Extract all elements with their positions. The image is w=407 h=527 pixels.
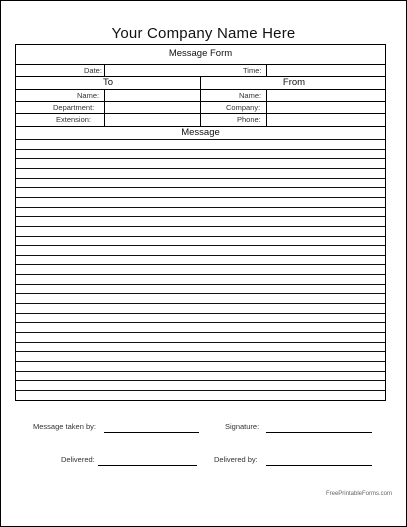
message-line[interactable] [16, 255, 385, 256]
to-department-label: Department: [53, 103, 95, 112]
message-line[interactable] [16, 236, 385, 237]
message-line[interactable] [16, 361, 385, 362]
form-title: Message Form [168, 48, 233, 59]
delivered-by-line[interactable] [266, 465, 372, 466]
message-line[interactable] [16, 342, 385, 343]
message-line[interactable] [16, 313, 385, 314]
message-line[interactable] [16, 207, 385, 208]
message-line[interactable] [16, 139, 385, 140]
from-company-label: Company: [226, 103, 261, 112]
message-form-table [15, 44, 386, 401]
message-line[interactable] [16, 226, 385, 227]
signature-label: Signature: [225, 422, 260, 431]
time-label: Time: [243, 66, 262, 75]
delivered-label: Delivered: [61, 455, 95, 464]
field-row-divider [16, 101, 385, 102]
from-value-column[interactable] [266, 89, 267, 127]
to-header: To [102, 77, 114, 88]
message-header: Message [181, 127, 220, 138]
message-line[interactable] [16, 149, 385, 150]
signature-line[interactable] [266, 432, 372, 433]
footer-credit: FreePrintableForms.com [325, 491, 392, 497]
message-line[interactable] [16, 332, 385, 333]
taken-by-label: Message taken by: [33, 422, 96, 431]
message-line[interactable] [16, 264, 385, 265]
message-line[interactable] [16, 197, 385, 198]
date-field[interactable] [104, 65, 105, 76]
message-line[interactable] [16, 322, 385, 323]
message-line[interactable] [16, 390, 385, 391]
time-field[interactable] [266, 65, 267, 76]
message-line[interactable] [16, 187, 385, 188]
message-line[interactable] [16, 168, 385, 169]
from-header: From [282, 77, 306, 88]
title-divider [16, 64, 385, 65]
message-line[interactable] [16, 245, 385, 246]
message-line[interactable] [16, 293, 385, 294]
message-lines[interactable] [16, 139, 385, 402]
message-line[interactable] [16, 380, 385, 381]
to-from-header-divider [16, 89, 385, 90]
message-line[interactable] [16, 351, 385, 352]
message-line[interactable] [16, 371, 385, 372]
from-phone-label: Phone: [237, 115, 261, 124]
taken-by-line[interactable] [104, 432, 199, 433]
to-extension-label: Extension: [56, 115, 92, 124]
from-name-label: Name: [239, 91, 262, 100]
field-row-divider [16, 113, 385, 114]
delivered-by-label: Delivered by: [214, 455, 258, 464]
message-line[interactable] [16, 216, 385, 217]
to-value-column[interactable] [104, 89, 105, 127]
to-name-label: Name: [77, 91, 100, 100]
message-line[interactable] [16, 284, 385, 285]
message-line[interactable] [16, 158, 385, 159]
delivered-line[interactable] [98, 465, 197, 466]
message-line[interactable] [16, 303, 385, 304]
company-name: Your Company Name Here [111, 25, 296, 42]
message-line[interactable] [16, 178, 385, 179]
message-line[interactable] [16, 274, 385, 275]
date-label: Date: [84, 66, 102, 75]
